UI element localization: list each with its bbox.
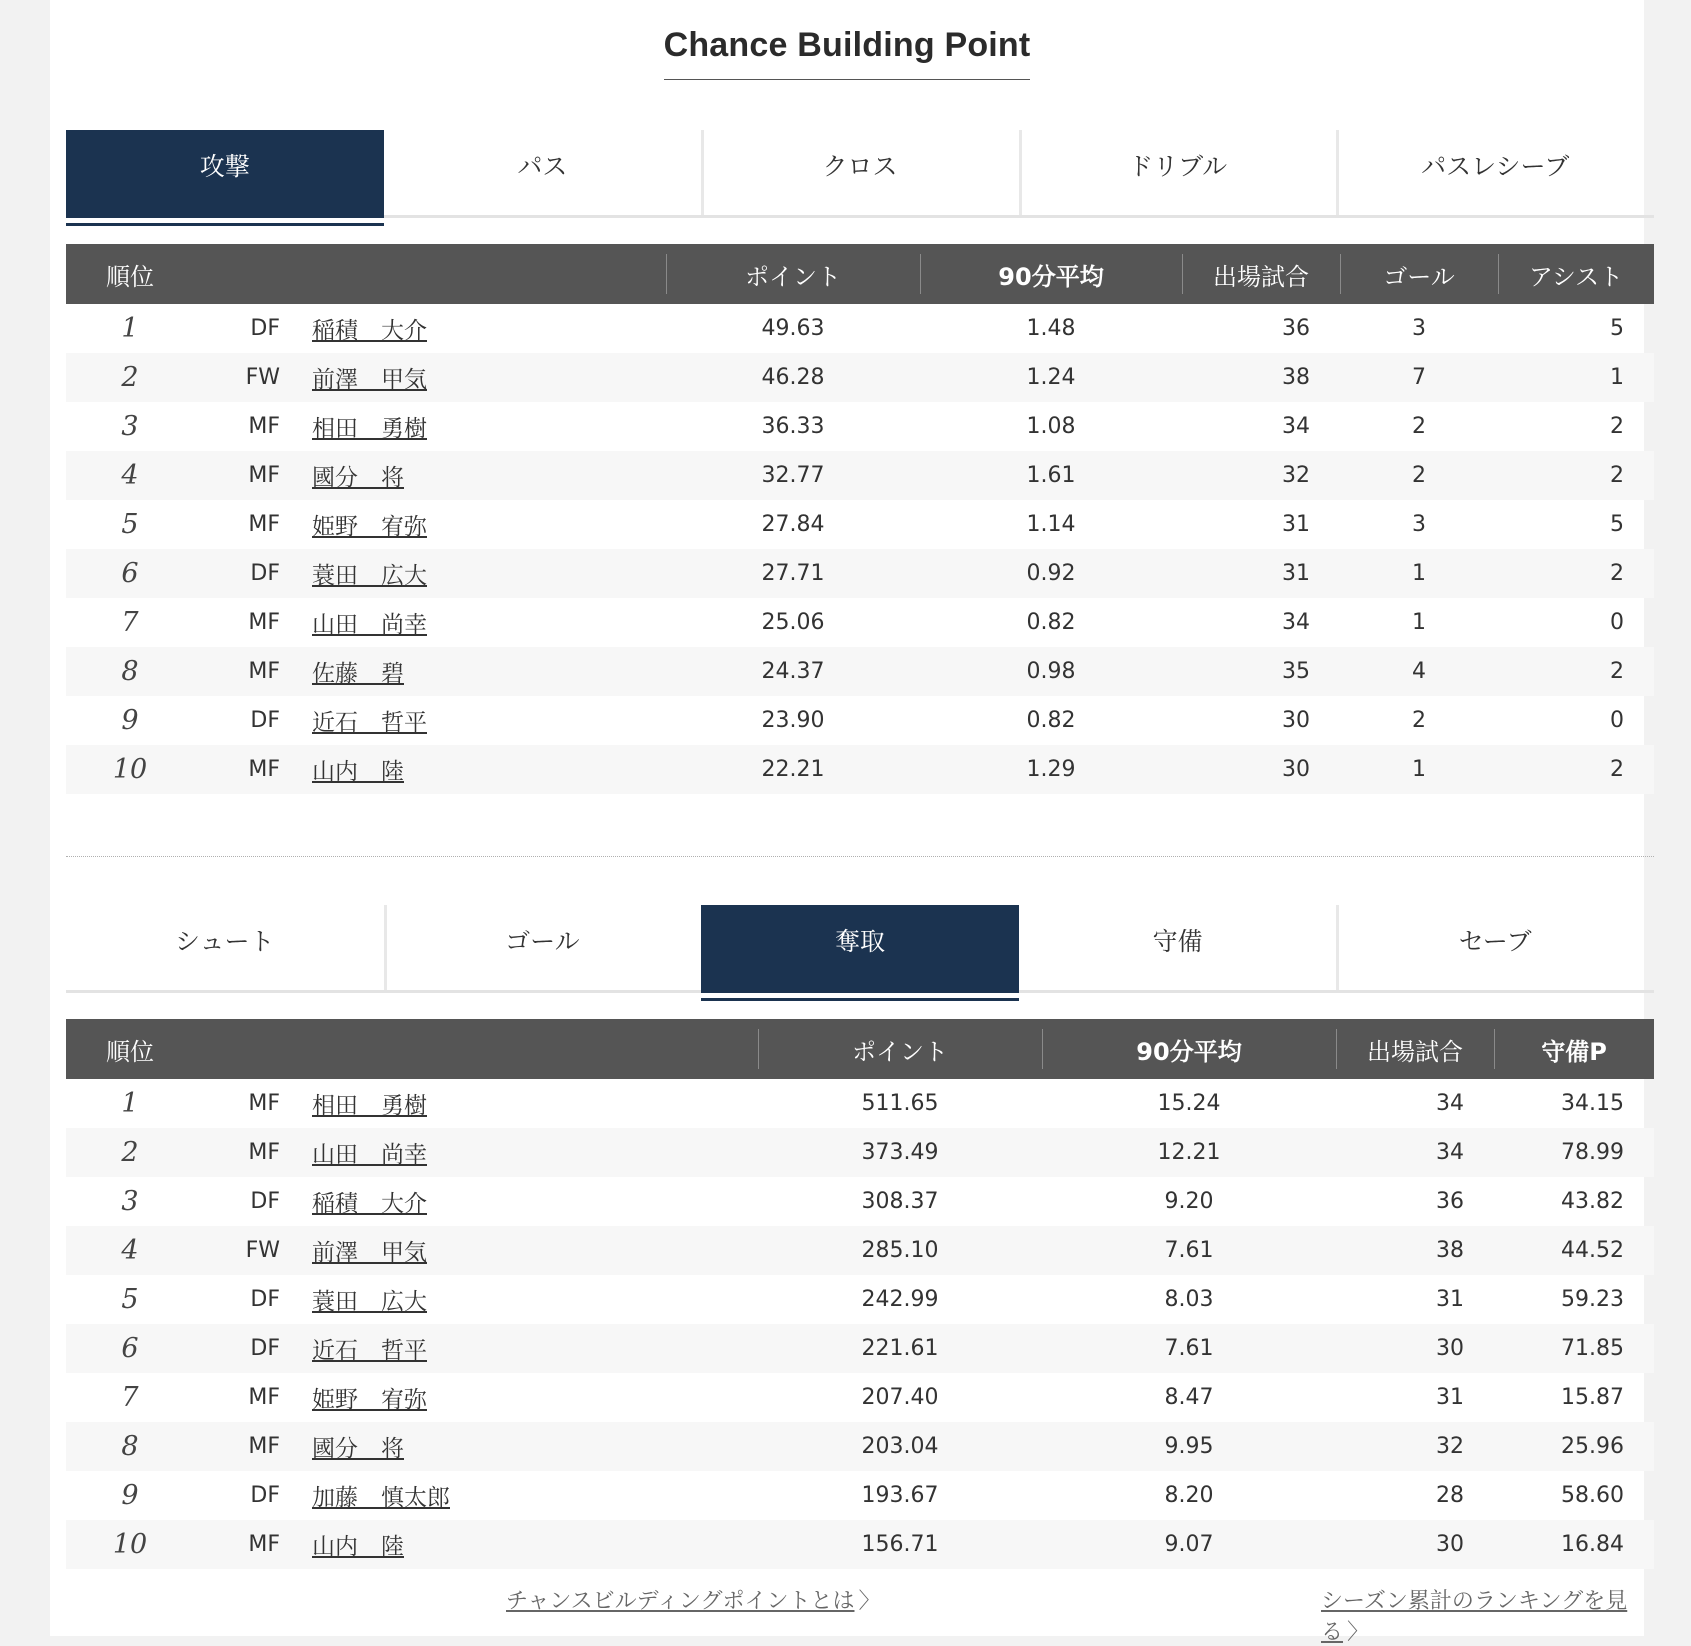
assists-cell: 2 — [1498, 647, 1654, 696]
assists-cell: 0 — [1610, 610, 1624, 635]
games-cell: 31 — [1436, 1385, 1464, 1410]
rank-cell: 4 — [66, 1226, 194, 1275]
table-row — [66, 1373, 1654, 1422]
col-point-header: ポイント — [758, 1019, 1042, 1079]
player-name-link[interactable]: 姫野 宥弥 — [312, 1387, 427, 1413]
rank-cell: 7 — [121, 1382, 139, 1413]
section-divider — [66, 856, 1654, 857]
tab-3[interactable] — [701, 905, 1019, 993]
player-name-cell — [312, 549, 666, 598]
player-name-cell — [312, 1275, 758, 1324]
assists-cell: 2 — [1498, 549, 1654, 598]
player-name-link[interactable]: 蓑田 広大 — [312, 1289, 427, 1315]
rank-cell: 10 — [66, 1520, 194, 1569]
games-cell: 36 — [1282, 316, 1310, 341]
assists-cell: 5 — [1610, 512, 1624, 537]
player-name-link[interactable]: 前澤 甲気 — [312, 1240, 427, 1266]
player-name-cell — [312, 1520, 758, 1569]
defp-cell: 78.99 — [1494, 1128, 1654, 1177]
player-name-cell — [312, 1471, 758, 1520]
player-name-cell — [312, 1422, 758, 1471]
table-row — [66, 402, 1654, 451]
games-cell: 30 — [1336, 1520, 1494, 1569]
about-cbp-link[interactable]: チャンスビルディングポイントとは 〉 — [506, 1584, 881, 1615]
position-cell: MF — [194, 451, 312, 500]
col-defp-header: 守備P — [1494, 1019, 1654, 1079]
avg90-cell: 15.24 — [1157, 1091, 1221, 1116]
player-name-link[interactable]: 姫野 宥弥 — [312, 514, 427, 540]
position-cell: DF — [250, 1483, 280, 1508]
avg90-cell: 12.21 — [1042, 1128, 1336, 1177]
point-cell: 207.40 — [861, 1385, 939, 1410]
position-cell: DF — [194, 1324, 312, 1373]
position-cell: MF — [194, 745, 312, 794]
table-row — [66, 745, 1654, 794]
position-cell: MF — [194, 647, 312, 696]
player-name-cell — [312, 1373, 758, 1422]
avg90-cell: 8.03 — [1164, 1287, 1214, 1312]
assists-cell: 2 — [1498, 745, 1654, 794]
tab-label: クロス — [822, 151, 898, 181]
player-name-link[interactable]: 前澤 甲気 — [312, 367, 427, 393]
games-cell: 31 — [1182, 549, 1340, 598]
tab-5[interactable] — [1336, 905, 1654, 993]
player-name-cell — [312, 451, 666, 500]
games-cell: 30 — [1282, 708, 1310, 733]
point-cell: 27.84 — [761, 512, 825, 537]
goals-cell: 1 — [1340, 549, 1498, 598]
avg90-cell: 9.07 — [1042, 1520, 1336, 1569]
defp-cell: 44.52 — [1494, 1226, 1654, 1275]
player-name-cell — [312, 598, 666, 647]
point-cell: 22.21 — [666, 745, 920, 794]
rank-cell: 2 — [66, 353, 194, 402]
point-cell: 373.49 — [758, 1128, 1042, 1177]
player-name-link[interactable]: 相田 勇樹 — [312, 416, 427, 442]
avg90-cell: 1.24 — [920, 353, 1182, 402]
table-row — [66, 304, 1654, 353]
games-cell: 34 — [1282, 414, 1310, 439]
defp-cell: 43.82 — [1561, 1189, 1624, 1214]
games-cell: 31 — [1282, 512, 1310, 537]
games-cell: 30 — [1182, 745, 1340, 794]
col-goals-header: ゴール — [1340, 244, 1498, 304]
table-row — [66, 1422, 1654, 1471]
ranking-panel — [50, 0, 1644, 1645]
table-header-row — [66, 1019, 1654, 1079]
position-cell: DF — [250, 708, 280, 733]
category-tabs-bottom — [66, 905, 1654, 993]
games-cell: 32 — [1182, 451, 1340, 500]
avg90-cell: 7.61 — [1042, 1324, 1336, 1373]
player-name-link[interactable]: 加藤 慎太郎 — [312, 1485, 450, 1511]
tab-label: 奪取 — [834, 926, 885, 956]
rank-cell: 3 — [121, 1186, 139, 1217]
tab-label: パスレシーブ — [1421, 151, 1570, 181]
rank-cell: 3 — [121, 411, 139, 442]
goals-cell: 2 — [1340, 451, 1498, 500]
player-name-link[interactable]: 近石 哲平 — [312, 710, 427, 736]
point-cell: 49.63 — [761, 316, 825, 341]
games-cell: 34 — [1336, 1128, 1494, 1177]
table-row — [66, 549, 1654, 598]
point-cell: 23.90 — [761, 708, 825, 733]
tab-label: シュート — [175, 926, 275, 956]
point-cell: 46.28 — [666, 353, 920, 402]
table-row — [66, 647, 1654, 696]
defp-cell: 71.85 — [1494, 1324, 1654, 1373]
position-cell: MF — [248, 1385, 280, 1410]
tab-1[interactable] — [66, 130, 384, 218]
tab-5[interactable] — [1336, 130, 1654, 218]
games-cell: 28 — [1436, 1483, 1464, 1508]
point-cell: 511.65 — [861, 1091, 939, 1116]
player-name-cell — [312, 1226, 758, 1275]
player-name-cell — [312, 304, 666, 353]
tab-label: パス — [517, 151, 568, 181]
tab-label: 攻撃 — [199, 151, 250, 181]
tab-3[interactable] — [701, 130, 1019, 218]
rank-cell: 4 — [66, 451, 194, 500]
col-spacer — [312, 244, 666, 304]
col-point-header: ポイント — [666, 244, 920, 304]
category-tabs-top — [66, 130, 1654, 218]
avg90-cell: 1.08 — [1026, 414, 1076, 439]
col-games-header: 出場試合 — [1336, 1019, 1494, 1079]
position-cell: DF — [250, 316, 280, 341]
player-name-cell — [312, 647, 666, 696]
section-title: Chance Building Point — [664, 26, 1031, 80]
goals-cell: 2 — [1412, 708, 1426, 733]
avg90-cell: 8.20 — [1164, 1483, 1214, 1508]
steal-ranking-table — [66, 1019, 1654, 1569]
avg90-cell: 7.61 — [1042, 1226, 1336, 1275]
table-row — [66, 1324, 1654, 1373]
position-cell: MF — [248, 414, 280, 439]
avg90-cell: 8.47 — [1164, 1385, 1214, 1410]
tab-2[interactable] — [384, 905, 702, 993]
rank-cell: 6 — [66, 1324, 194, 1373]
player-name-link[interactable]: 佐藤 碧 — [312, 661, 404, 687]
player-name-cell — [312, 402, 666, 451]
player-name-link[interactable]: 國分 将 — [312, 465, 404, 491]
player-name-link[interactable]: 稲積 大介 — [312, 1191, 427, 1217]
defp-cell: 59.23 — [1561, 1287, 1624, 1312]
position-cell: MF — [248, 1091, 280, 1116]
tab-1[interactable] — [66, 905, 384, 993]
player-name-link[interactable]: 山内 陸 — [312, 1534, 404, 1560]
player-name-link[interactable]: 蓑田 広大 — [312, 563, 427, 589]
games-cell: 30 — [1336, 1324, 1494, 1373]
table-row — [66, 1177, 1654, 1226]
position-cell: DF — [250, 1189, 280, 1214]
col-avg90-header: 90分平均 — [920, 244, 1182, 304]
defp-cell: 16.84 — [1494, 1520, 1654, 1569]
assists-cell: 5 — [1610, 316, 1624, 341]
avg90-cell: 0.92 — [920, 549, 1182, 598]
table-row — [66, 1471, 1654, 1520]
player-name-cell — [312, 1324, 758, 1373]
table-row — [66, 451, 1654, 500]
col-avg90-header: 90分平均 — [1042, 1019, 1336, 1079]
games-cell: 38 — [1182, 353, 1340, 402]
table-row — [66, 1520, 1654, 1569]
position-cell: FW — [194, 353, 312, 402]
col-assists-header: アシスト — [1498, 244, 1654, 304]
player-name-link[interactable]: 近石 哲平 — [312, 1338, 427, 1364]
point-cell: 193.67 — [861, 1483, 939, 1508]
games-cell: 35 — [1182, 647, 1340, 696]
col-rank-header: 順位 — [66, 244, 194, 304]
games-cell: 34 — [1282, 610, 1310, 635]
rank-cell: 7 — [121, 607, 139, 638]
player-name-link[interactable]: 相田 勇樹 — [312, 1093, 427, 1119]
col-games-header: 出場試合 — [1182, 244, 1340, 304]
position-cell: DF — [250, 1287, 280, 1312]
col-spacer — [194, 1019, 312, 1079]
attack-ranking-table — [66, 244, 1654, 794]
rank-cell: 9 — [121, 1480, 139, 1511]
point-cell: 221.61 — [758, 1324, 1042, 1373]
rank-cell: 5 — [121, 1284, 139, 1315]
assists-cell: 2 — [1610, 414, 1624, 439]
avg90-cell: 1.48 — [1026, 316, 1076, 341]
goals-cell: 7 — [1340, 353, 1498, 402]
avg90-cell: 1.29 — [920, 745, 1182, 794]
table-row — [66, 1226, 1654, 1275]
rank-cell: 8 — [66, 647, 194, 696]
rank-cell: 8 — [66, 1422, 194, 1471]
player-name-link[interactable]: 國分 将 — [312, 1436, 404, 1462]
position-cell: MF — [194, 1520, 312, 1569]
tab-label: ゴール — [505, 926, 580, 956]
player-name-link[interactable]: 稲積 大介 — [312, 318, 427, 344]
point-cell: 242.99 — [861, 1287, 939, 1312]
assists-cell: 1 — [1498, 353, 1654, 402]
section-title-wrap — [50, 26, 1644, 80]
position-cell: FW — [194, 1226, 312, 1275]
rank-cell: 1 — [121, 1088, 139, 1119]
player-name-link[interactable]: 山田 尚幸 — [312, 1142, 427, 1168]
tab-label: 守備 — [1152, 926, 1203, 956]
games-cell: 32 — [1336, 1422, 1494, 1471]
avg90-cell: 0.82 — [1026, 708, 1076, 733]
table-row — [66, 500, 1654, 549]
avg90-cell: 1.61 — [920, 451, 1182, 500]
table-row — [66, 353, 1654, 402]
rank-cell: 9 — [121, 705, 139, 736]
tab-4[interactable] — [1019, 130, 1337, 218]
tab-2[interactable] — [384, 130, 702, 218]
assists-cell: 0 — [1610, 708, 1624, 733]
table-row — [66, 1275, 1654, 1324]
defp-cell: 25.96 — [1494, 1422, 1654, 1471]
rank-cell: 5 — [121, 509, 139, 540]
season-ranking-link[interactable]: シーズン累計のランキングを見る 〉 — [1321, 1589, 1628, 1645]
assists-cell: 2 — [1498, 451, 1654, 500]
games-cell: 34 — [1436, 1091, 1464, 1116]
player-name-cell — [312, 500, 666, 549]
defp-cell: 58.60 — [1561, 1483, 1624, 1508]
avg90-cell: 0.98 — [920, 647, 1182, 696]
rank-cell: 6 — [66, 549, 194, 598]
goals-cell: 4 — [1340, 647, 1498, 696]
col-spacer — [194, 244, 312, 304]
point-cell: 24.37 — [666, 647, 920, 696]
table-row — [66, 598, 1654, 647]
point-cell: 36.33 — [761, 414, 825, 439]
player-name-cell — [312, 1128, 758, 1177]
goals-cell: 1 — [1412, 610, 1426, 635]
table-row — [66, 1128, 1654, 1177]
table-header-row — [66, 244, 1654, 304]
point-cell: 203.04 — [758, 1422, 1042, 1471]
player-name-cell — [312, 745, 666, 794]
games-cell: 31 — [1436, 1287, 1464, 1312]
chevron-right-icon: 〉 — [1347, 1620, 1370, 1645]
position-cell: DF — [194, 549, 312, 598]
goals-cell: 3 — [1412, 512, 1426, 537]
avg90-cell: 9.20 — [1164, 1189, 1214, 1214]
goals-cell: 3 — [1412, 316, 1426, 341]
goals-cell: 1 — [1340, 745, 1498, 794]
point-cell: 285.10 — [758, 1226, 1042, 1275]
table-row — [66, 1079, 1654, 1128]
player-name-cell — [312, 1177, 758, 1226]
point-cell: 27.71 — [666, 549, 920, 598]
position-cell: MF — [248, 512, 280, 537]
tab-label: ドリブル — [1128, 151, 1228, 181]
games-cell: 38 — [1336, 1226, 1494, 1275]
position-cell: MF — [248, 610, 280, 635]
point-cell: 156.71 — [758, 1520, 1042, 1569]
point-cell: 25.06 — [761, 610, 825, 635]
point-cell: 308.37 — [861, 1189, 939, 1214]
table-row — [66, 696, 1654, 745]
tab-4[interactable] — [1019, 905, 1337, 993]
games-cell: 36 — [1436, 1189, 1464, 1214]
tab-label: セーブ — [1458, 926, 1532, 956]
rank-cell: 1 — [121, 313, 139, 344]
col-rank-header: 順位 — [66, 1019, 194, 1079]
player-name-cell — [312, 696, 666, 745]
defp-cell: 34.15 — [1561, 1091, 1624, 1116]
player-name-cell — [312, 353, 666, 402]
point-cell: 32.77 — [666, 451, 920, 500]
player-name-link[interactable]: 山田 尚幸 — [312, 612, 427, 638]
rank-cell: 10 — [66, 745, 194, 794]
col-spacer — [312, 1019, 758, 1079]
avg90-cell: 9.95 — [1042, 1422, 1336, 1471]
avg90-cell: 0.82 — [1026, 610, 1076, 635]
player-name-link[interactable]: 山内 陸 — [312, 759, 404, 785]
position-cell: MF — [194, 1422, 312, 1471]
player-name-cell — [312, 1079, 758, 1128]
goals-cell: 2 — [1412, 414, 1426, 439]
defp-cell: 15.87 — [1561, 1385, 1624, 1410]
position-cell: MF — [194, 1128, 312, 1177]
chevron-right-icon: 〉 — [858, 1589, 881, 1614]
rank-cell: 2 — [66, 1128, 194, 1177]
avg90-cell: 1.14 — [1026, 512, 1076, 537]
